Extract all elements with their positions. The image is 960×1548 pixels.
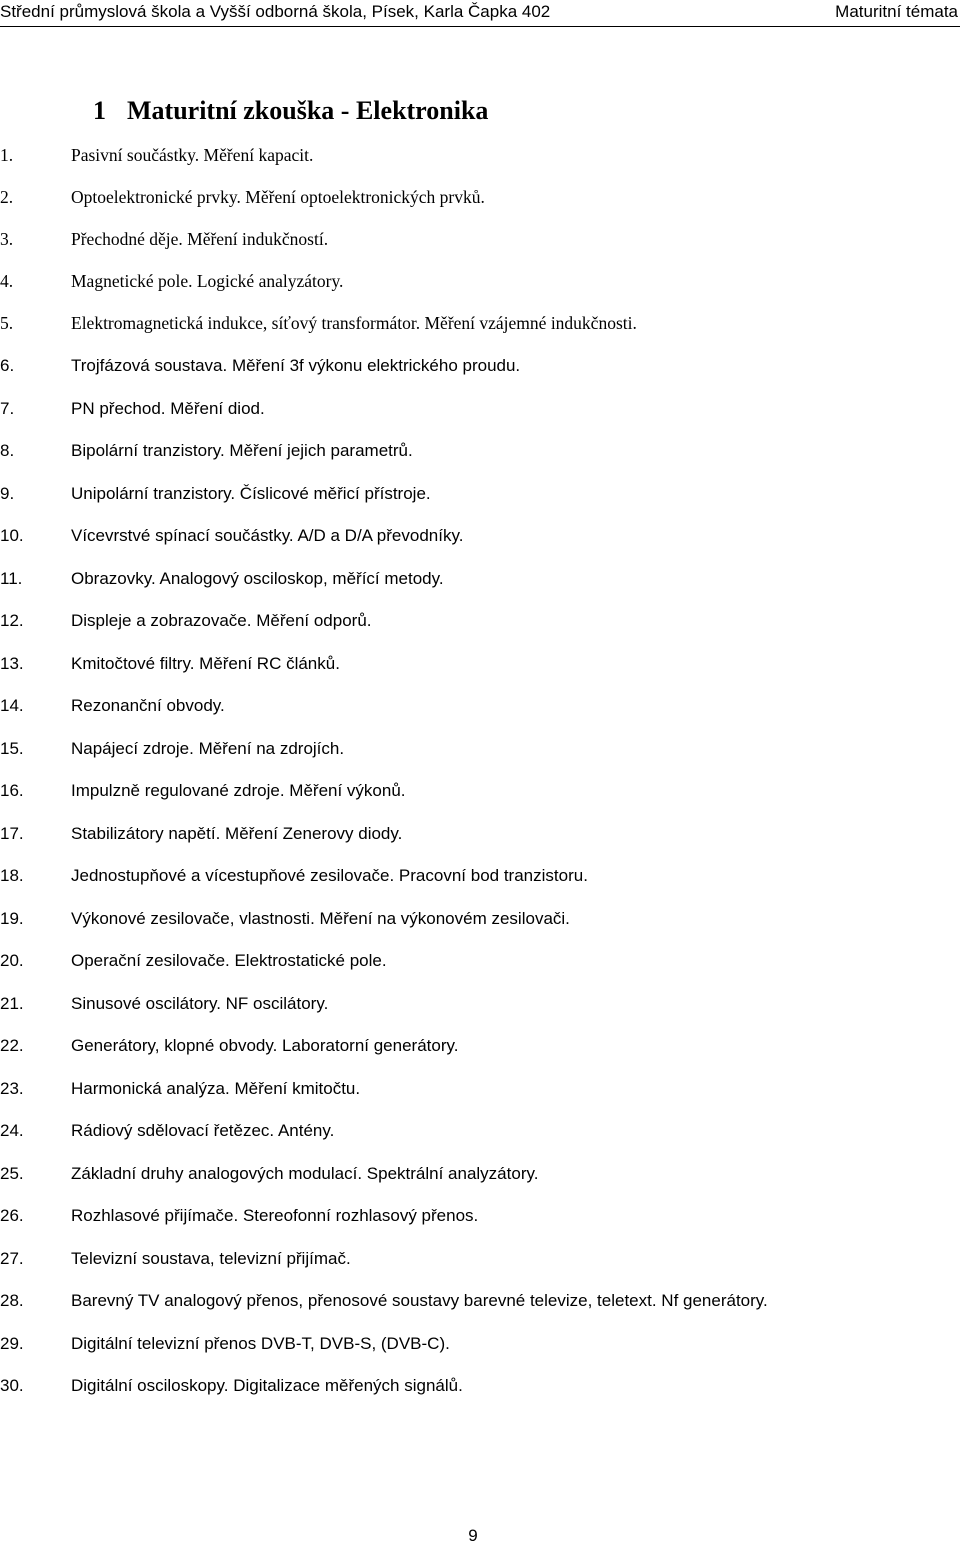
list-item-number: 18. bbox=[0, 866, 24, 885]
header-school-name: Střední průmyslová škola a Vyšší odborná škola, Písek, Karla Čapka 402 bbox=[0, 2, 551, 21]
section-title-text: Maturitní zkouška - Elektronika bbox=[127, 96, 489, 125]
list-item-number: 22. bbox=[0, 1036, 24, 1055]
page-footer bbox=[0, 1524, 960, 1548]
list-item-number: 23. bbox=[0, 1079, 24, 1098]
list-item-number: 25. bbox=[0, 1164, 24, 1183]
list-item-number: 13. bbox=[0, 654, 24, 673]
list-item-number: 12. bbox=[0, 611, 24, 630]
list-item-number: 21. bbox=[0, 994, 24, 1013]
list-item-number: 15. bbox=[0, 739, 24, 758]
list-item-number: 7. bbox=[0, 399, 15, 418]
list-item-number: 4. bbox=[0, 271, 14, 291]
list-item-number: 11. bbox=[0, 569, 23, 588]
list-item-number: 24. bbox=[0, 1121, 24, 1140]
list-item-text: Napájecí zdroje. Měření na zdrojích. bbox=[71, 739, 345, 758]
page-header bbox=[0, 0, 960, 26]
list-item-text: Vícevrstvé spínací součástky. A/D a D/A převodníky. bbox=[71, 526, 464, 545]
list-item-number: 14. bbox=[0, 696, 24, 715]
list-item-number: 16. bbox=[0, 781, 24, 800]
list-item-text: Stabilizátory napětí. Měření Zenerovy diody. bbox=[71, 824, 403, 843]
list-item-number: 27. bbox=[0, 1249, 24, 1268]
list-item-text: Rádiový sdělovací řetězec. Antény. bbox=[71, 1121, 335, 1140]
list-item-number: 29. bbox=[0, 1334, 24, 1353]
list-item-text: Jednostupňové a vícestupňové zesilovače. Pracovní bod tranzistoru. bbox=[71, 866, 588, 885]
list-item-text: Kmitočtové filtry. Měření RC článků. bbox=[71, 654, 340, 673]
list-item-number: 1. bbox=[0, 145, 14, 165]
list-item-text: Bipolární tranzistory. Měření jejich parametrů. bbox=[71, 441, 413, 460]
list-item-text: Harmonická analýza. Měření kmitočtu. bbox=[71, 1079, 361, 1098]
list-item-text: Unipolární tranzistory. Číslicové měřicí přístroje. bbox=[71, 484, 431, 503]
list-item-text: Obrazovky. Analogový osciloskop, měřící metody. bbox=[71, 569, 444, 588]
list-item-number: 28. bbox=[0, 1291, 24, 1310]
list-item-text: Barevný TV analogový přenos, přenosové soustavy barevné televize, teletext. Nf generátory. bbox=[71, 1291, 768, 1310]
list-item-text: Digitální osciloskopy. Digitalizace měřených signálů. bbox=[71, 1376, 463, 1395]
list-item-number: 8. bbox=[0, 441, 15, 460]
list-item-text: Pasivní součástky. Měření kapacit. bbox=[71, 145, 314, 165]
list-item-number: 30. bbox=[0, 1376, 24, 1395]
list-item-text: Digitální televizní přenos DVB-T, DVB-S, (DVB-C). bbox=[71, 1334, 450, 1353]
list-item-text: Trojfázová soustava. Měření 3f výkonu elektrického proudu. bbox=[71, 356, 521, 375]
list-item-text: Rezonanční obvody. bbox=[71, 696, 225, 715]
section-title bbox=[93, 94, 488, 128]
list-item-text: Výkonové zesilovače, vlastnosti. Měření na výkonovém zesilovači. bbox=[71, 909, 570, 928]
list-item-number: 17. bbox=[0, 824, 24, 843]
section-number: 1 bbox=[93, 96, 106, 125]
list-item-number: 19. bbox=[0, 909, 24, 928]
list-item-number: 6. bbox=[0, 356, 15, 375]
header-document-title: Maturitní témata bbox=[835, 2, 958, 21]
list-item-text: Impulzně regulované zdroje. Měření výkonů. bbox=[71, 781, 406, 800]
list-item-number: 9. bbox=[0, 484, 15, 503]
page-number: 9 bbox=[468, 1526, 478, 1545]
list-item-text: Sinusové oscilátory. NF oscilátory. bbox=[71, 994, 329, 1013]
list-item-text: Základní druhy analogových modulací. Spektrální analyzátory. bbox=[71, 1164, 539, 1183]
list-item-text: PN přechod. Měření diod. bbox=[71, 399, 265, 418]
list-item-text: Generátory, klopné obvody. Laboratorní generátory. bbox=[71, 1036, 459, 1055]
list-item-number: 5. bbox=[0, 313, 14, 333]
list-item-text: Displeje a zobrazovače. Měření odporů. bbox=[71, 611, 372, 630]
list-item-number: 3. bbox=[0, 229, 14, 249]
list-item-text: Přechodné děje. Měření indukčností. bbox=[71, 229, 329, 249]
list-item-number: 10. bbox=[0, 526, 24, 545]
list-item-text: Operační zesilovače. Elektrostatické pole. bbox=[71, 951, 387, 970]
list-item-text: Elektromagnetická indukce, síťový transformátor. Měření vzájemné indukčnosti. bbox=[71, 313, 637, 333]
header-divider bbox=[0, 26, 960, 27]
list-item-text: Optoelektronické prvky. Měření optoelektronických prvků. bbox=[71, 187, 485, 207]
list-item-text: Magnetické pole. Logické analyzátory. bbox=[71, 271, 344, 291]
list-item-text: Televizní soustava, televizní přijímač. bbox=[71, 1249, 351, 1268]
list-item-number: 26. bbox=[0, 1206, 24, 1225]
list-item-text: Rozhlasové přijímače. Stereofonní rozhlasový přenos. bbox=[71, 1206, 479, 1225]
list-item-number: 2. bbox=[0, 187, 14, 207]
list-item-number: 20. bbox=[0, 951, 24, 970]
